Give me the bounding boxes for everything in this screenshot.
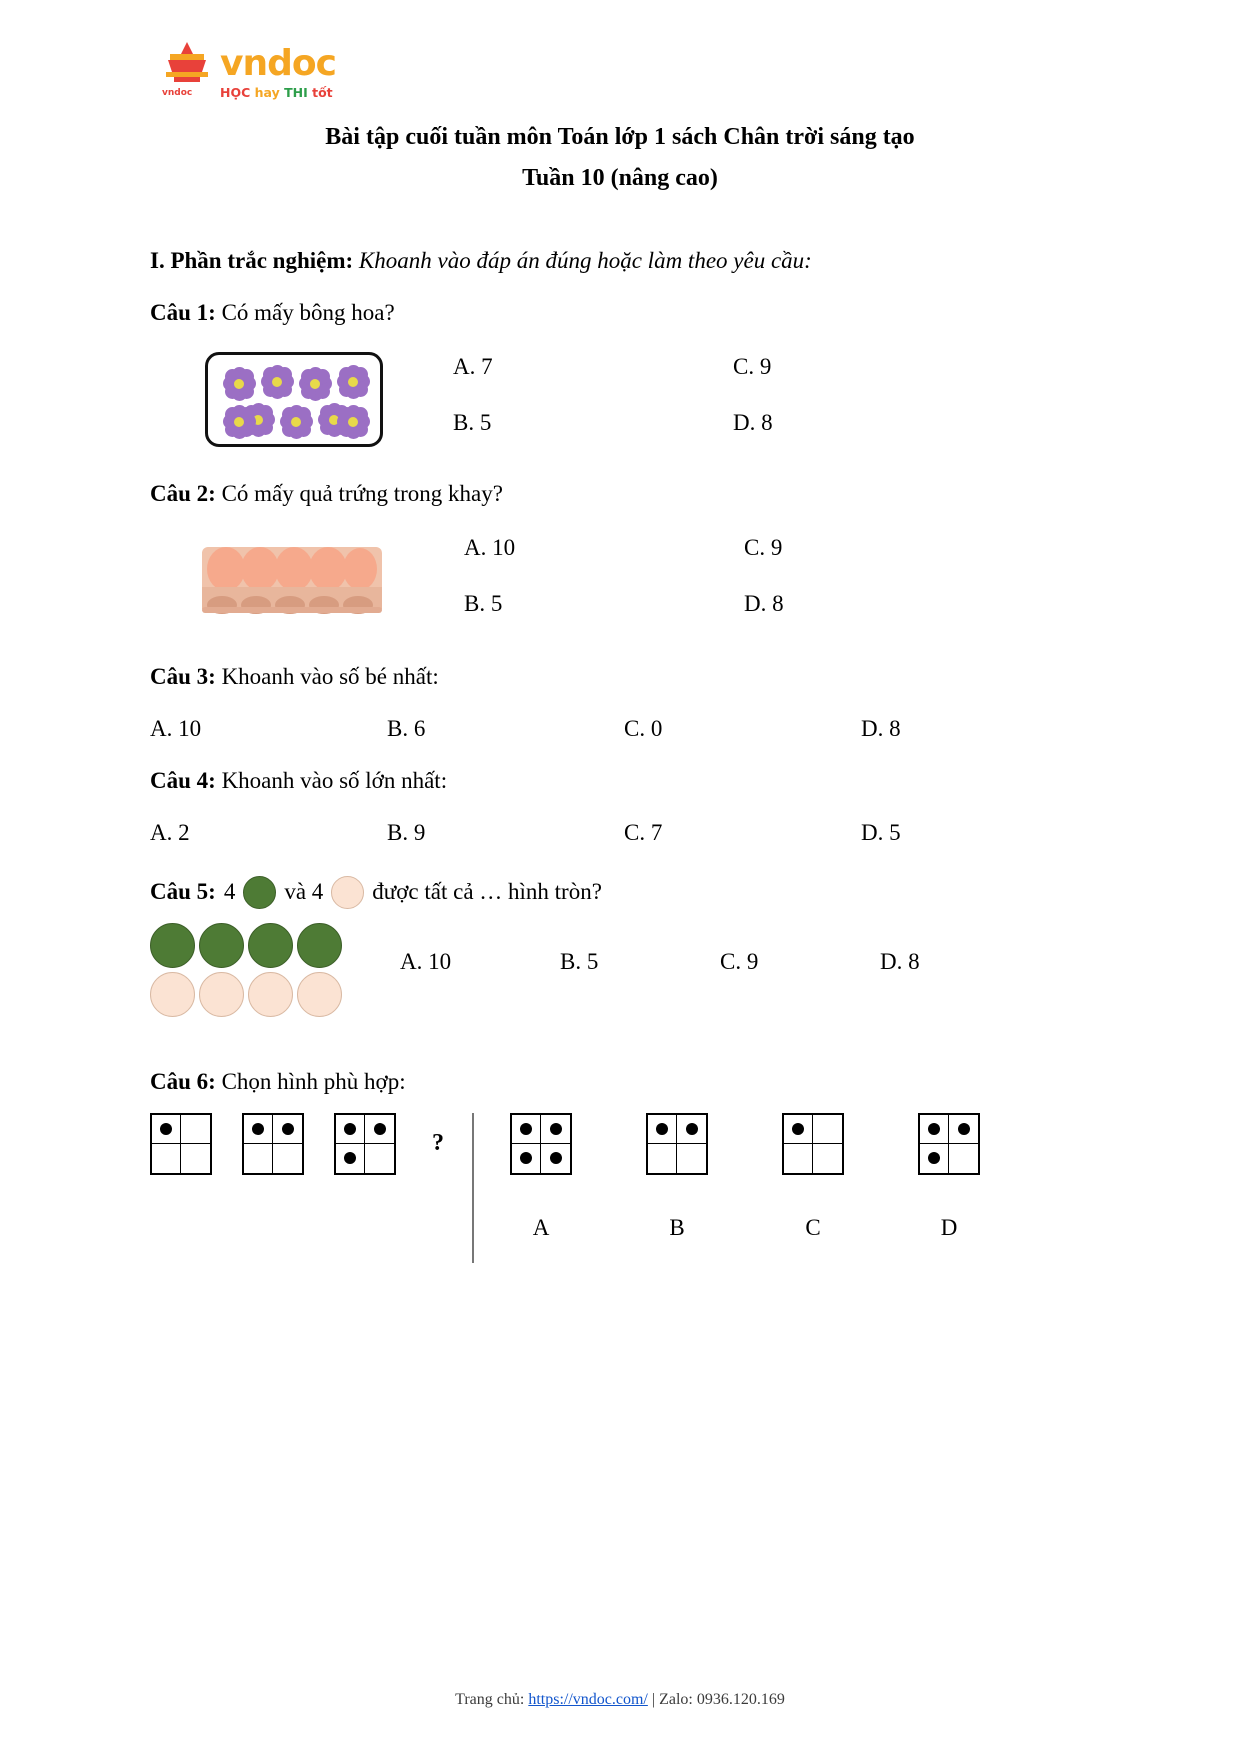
answer-option[interactable]: A. 10 — [150, 715, 202, 741]
answer-option[interactable]: C. 9 — [744, 534, 783, 560]
question-3-prompt — [150, 664, 1090, 690]
question-3-answers — [150, 716, 1090, 742]
footer-prefix: Trang chủ: — [455, 1691, 529, 1708]
answer-option[interactable]: D. 5 — [861, 819, 901, 845]
sequence-group — [150, 1113, 450, 1175]
option-a[interactable] — [510, 1113, 572, 1241]
answer-option[interactable]: A. 2 — [150, 819, 190, 845]
option-b-label: B — [669, 1214, 685, 1240]
question-2-body — [150, 523, 1090, 634]
pattern-cell-2 — [242, 1113, 304, 1175]
question-6-prompt — [150, 1069, 1090, 1095]
question-5-number: Câu 5: — [150, 879, 216, 904]
cream-circle-icon — [199, 972, 244, 1017]
vertical-divider — [472, 1113, 474, 1263]
answer-option[interactable]: D. 8 — [861, 715, 901, 741]
answer-option[interactable]: A. 7 — [453, 353, 493, 379]
option-d[interactable] — [918, 1113, 980, 1241]
flower-icon — [336, 365, 370, 399]
section-heading — [150, 248, 1090, 274]
flower-icon — [336, 405, 370, 439]
question-3-number: Câu 3: — [150, 663, 216, 689]
page-subtitle: Tuần 10 (nâng cao) — [522, 164, 718, 191]
flower-icon — [260, 365, 294, 399]
question-5-text-b: và 4 — [284, 879, 324, 904]
answer-option[interactable]: C. 9 — [720, 948, 759, 974]
green-circle-icon — [150, 923, 195, 968]
question-1-prompt — [150, 300, 1090, 326]
answer-option[interactable]: D. 8 — [744, 590, 784, 616]
logo-mark-icon — [160, 40, 214, 98]
option-d-figure — [918, 1113, 980, 1175]
question-6-body — [150, 1113, 1090, 1263]
cream-circle-icon — [150, 972, 195, 1017]
question-2-number: Câu 2: — [150, 480, 216, 506]
question-6-options — [510, 1113, 980, 1241]
page-title: Bài tập cuối tuần môn Toán lớp 1 sách Chân trời sáng tạo — [325, 123, 915, 150]
pattern-cell-1 — [150, 1113, 212, 1175]
cream-circle-icon — [297, 972, 342, 1017]
green-circle-icon — [199, 923, 244, 968]
egg-tray-icon — [198, 529, 388, 629]
answer-option[interactable]: A. 10 — [400, 948, 452, 974]
option-a-label: A — [532, 1214, 550, 1240]
answer-option[interactable]: B. 6 — [387, 715, 426, 741]
question-4-answers — [150, 820, 1090, 846]
question-1-text: Có mấy bông hoa? — [221, 299, 395, 325]
flower-icon — [222, 367, 256, 401]
answer-option[interactable]: D. 8 — [880, 948, 920, 974]
flower-icon — [298, 367, 332, 401]
site-logo — [160, 40, 1090, 100]
logo-wordmark: vndoc — [220, 43, 336, 84]
option-d-label: D — [940, 1214, 958, 1240]
question-5-text-a: 4 — [223, 879, 236, 904]
question-4-text: Khoanh vào số lớn nhất: — [221, 767, 448, 793]
question-4-number: Câu 4: — [150, 767, 216, 793]
option-c-figure — [782, 1113, 844, 1175]
green-circle-icon — [248, 923, 293, 968]
option-c-label: C — [805, 1214, 821, 1240]
flower-icon — [279, 405, 313, 439]
flower-box-figure — [205, 352, 383, 447]
answer-option[interactable]: C. 0 — [624, 715, 663, 741]
section-label: I. Phần trắc nghiệm: — [150, 247, 354, 273]
footer-suffix: | Zalo: 0936.120.169 — [647, 1691, 785, 1708]
question-4-prompt — [150, 768, 1090, 794]
answer-option[interactable]: C. 7 — [624, 819, 663, 845]
question-5-answers — [400, 923, 1040, 975]
logo-badge-text: vndoc — [162, 88, 193, 98]
option-b-figure — [646, 1113, 708, 1175]
question-3-text: Khoanh vào số bé nhất: — [221, 663, 439, 689]
green-circle-icon — [243, 876, 276, 909]
cream-circle-icon — [248, 972, 293, 1017]
pattern-cell-3 — [334, 1113, 396, 1175]
answer-option[interactable]: B. 5 — [560, 948, 599, 974]
question-1-body — [150, 342, 1090, 447]
question-2-answers — [464, 523, 1024, 617]
section-instruction: Khoanh vào đáp án đúng hoặc làm theo yêu cầu: — [358, 247, 812, 273]
question-1-number: Câu 1: — [150, 299, 216, 325]
question-6-text: Chọn hình phù hợp: — [221, 1068, 406, 1094]
answer-option[interactable]: C. 9 — [733, 353, 772, 379]
answer-option[interactable]: B. 5 — [453, 409, 492, 435]
question-6-number: Câu 6: — [150, 1068, 216, 1094]
answer-option[interactable]: B. 5 — [464, 590, 503, 616]
cream-circle-row — [150, 972, 400, 1017]
egg-tray-figure — [198, 529, 388, 634]
option-b[interactable] — [646, 1113, 708, 1241]
cream-circle-icon — [331, 876, 364, 909]
logo-tagline: HỌC hay THI tốt — [220, 85, 333, 100]
question-5-prompt — [150, 876, 1090, 909]
answer-option[interactable]: D. 8 — [733, 409, 773, 435]
footer-link[interactable]: https://vndoc.com/ — [528, 1691, 648, 1708]
green-circle-row — [150, 923, 400, 968]
answer-option[interactable]: B. 9 — [387, 819, 426, 845]
logo-graphic-icon — [160, 40, 214, 88]
green-circle-icon — [297, 923, 342, 968]
question-5-body — [150, 923, 1090, 1021]
page-footer — [0, 1691, 1240, 1709]
circle-group-figure — [150, 923, 400, 1021]
option-c[interactable] — [782, 1113, 844, 1241]
flower-icon — [222, 405, 256, 439]
question-mark-label: ? — [432, 1130, 444, 1156]
question-5-text-c: được tất cả … hình tròn? — [372, 879, 602, 904]
answer-option[interactable]: A. 10 — [464, 534, 516, 560]
question-2-text: Có mấy quả trứng trong khay? — [221, 480, 503, 506]
option-a-figure — [510, 1113, 572, 1175]
question-2-prompt — [150, 481, 1090, 507]
question-1-answers — [453, 342, 1013, 436]
